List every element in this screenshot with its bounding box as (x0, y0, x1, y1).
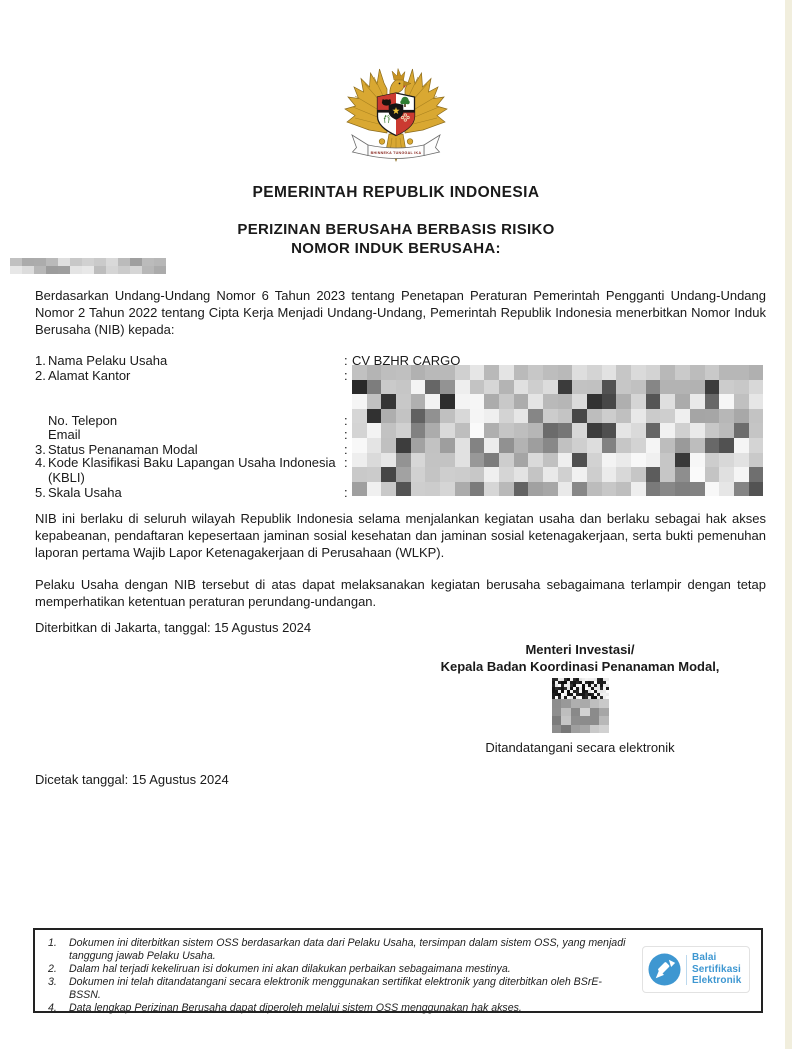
field-row-email (35, 427, 348, 442)
field-values-redacted-block (352, 365, 763, 496)
note-text: Dokumen ini telah ditandatangani secara elektronik menggunakan sertifikat elektronik yang diterbitkan oleh BSrE-BSSN. (69, 976, 602, 1001)
note-text: Dokumen ini diterbitkan sistem OSS berdasarkan data dari Pelaku Usaha, tersimpan dalam sistem OSS, yang menjadi tanggung jawab Pelaku Usaha. (69, 937, 626, 962)
field-row-kbli (35, 455, 348, 470)
footer-notes-box (33, 928, 763, 1013)
cert-logo-line2: Sertifikasi (692, 963, 741, 975)
issued-line: Diterbitkan di Jakarta, tanggal: 15 Agustus 2024 (35, 620, 312, 635)
field-label: Nama Pelaku Usaha (48, 353, 168, 368)
nib-number-line (4, 239, 788, 274)
field-colon: : (344, 368, 348, 383)
field-colon: : (344, 485, 348, 500)
field-row-nama (35, 353, 461, 368)
bsre-cert-logo (642, 946, 750, 993)
footer-note (48, 1002, 761, 1015)
field-value-company-name: CV BZHR CARGO (352, 353, 461, 368)
document-title-block (4, 220, 788, 274)
field-number: 1. (35, 353, 46, 368)
esign-note: Ditandatangani secara elektronik (485, 740, 675, 755)
esign-qr-code (552, 678, 609, 733)
document-title: PERIZINAN BERUSAHA BERBASIS RISIKO (237, 221, 555, 238)
note-number: 4. (48, 1002, 57, 1014)
nib-number-redacted (10, 258, 788, 274)
field-row-alamat (35, 368, 348, 383)
field-colon: : (344, 442, 348, 457)
note-number: 2. (48, 963, 57, 975)
field-label: Skala Usaha (48, 485, 122, 500)
qr-redacted-part (552, 699, 609, 733)
note-text: Data lengkap Perizinan Berusaha dapat diperoleh melalui sistem OSS menggunakan hak akses. (69, 1002, 522, 1014)
field-label: Alamat Kantor (48, 368, 131, 383)
qr-pattern (552, 678, 609, 699)
field-row-skala (35, 485, 348, 500)
note-text: Dalam hal terjadi kekeliruan isi dokumen ini akan dilakukan perbaikan sebagaimana mestinya. (69, 963, 511, 975)
emblem-motto: BHINNEKA TUNGGAL IKA (370, 151, 422, 155)
field-number: 3. (35, 442, 46, 457)
field-colon: : (344, 427, 348, 442)
cert-logo-line3: Elektronik (692, 975, 742, 987)
cert-logo-text (692, 952, 741, 987)
field-number: 5. (35, 485, 46, 500)
signatory-title-line1: Menteri Investasi/ (525, 642, 635, 657)
validity-paragraph: NIB ini berlaku di seluruh wilayah Republik Indonesia selama menjalankan kegiatan usaha dan berlaku sebagai hak akses kepabeanan, pendaftaran kepesertaan jaminan sosial kesehatan dan jaminan sosial ketenagakerjaan, serta bukti pemenuhan laporan pertama Wajib Lapor Ketenagakerjaan di Perusahaan (WLKP). (35, 511, 766, 560)
field-colon: : (344, 413, 348, 428)
printed-line: Dicetak tanggal: 15 Agustus 2024 (35, 772, 229, 787)
field-number: 2. (35, 368, 46, 383)
signature-block (410, 641, 750, 756)
field-number: 4. (35, 455, 46, 470)
field-label: No. Telepon (48, 413, 118, 428)
note-number: 3. (48, 976, 57, 988)
signatory-title-line2: Kepala Badan Koordinasi Penanaman Modal, (440, 659, 720, 674)
field-label: Email (48, 427, 81, 442)
cert-logo-divider (686, 955, 687, 985)
field-label: (KBLI) (48, 470, 85, 485)
garuda-pancasila-emblem (341, 60, 451, 168)
field-label: Kode Klasifikasi Baku Lapangan Usaha Indonesia (48, 455, 336, 470)
field-row-telepon (35, 413, 348, 428)
field-label: Status Penanaman Modal (48, 442, 198, 457)
cert-logo-line1: Balai (692, 952, 717, 964)
government-title: PEMERINTAH REPUBLIK INDONESIA (252, 184, 540, 201)
field-row-kbli-cont (35, 470, 85, 485)
field-colon: : (344, 353, 348, 368)
cert-pen-icon (648, 953, 681, 986)
compliance-paragraph: Pelaku Usaha dengan NIB tersebut di atas dapat melaksanakan kegiatan berusaha sebagaimana terlampir dengan tetap memperhatikan ketentuan peraturan perundang-undangan. (35, 577, 766, 609)
page-edge (785, 0, 792, 1049)
nib-label: NOMOR INDUK BERUSAHA: (291, 240, 501, 257)
intro-paragraph: Berdasarkan Undang-Undang Nomor 6 Tahun 2023 tentang Penetapan Peraturan Pemerintah Pengganti Undang-Undang Nomor 2 Tahun 2022 tentang Cipta Kerja Menjadi Undang-Undang, Pemerintah Republik Indonesia menerbitkan Nomor Induk Berusaha (NIB) kepada: (35, 288, 766, 337)
note-number: 1. (48, 937, 57, 949)
field-colon: : (344, 455, 348, 470)
